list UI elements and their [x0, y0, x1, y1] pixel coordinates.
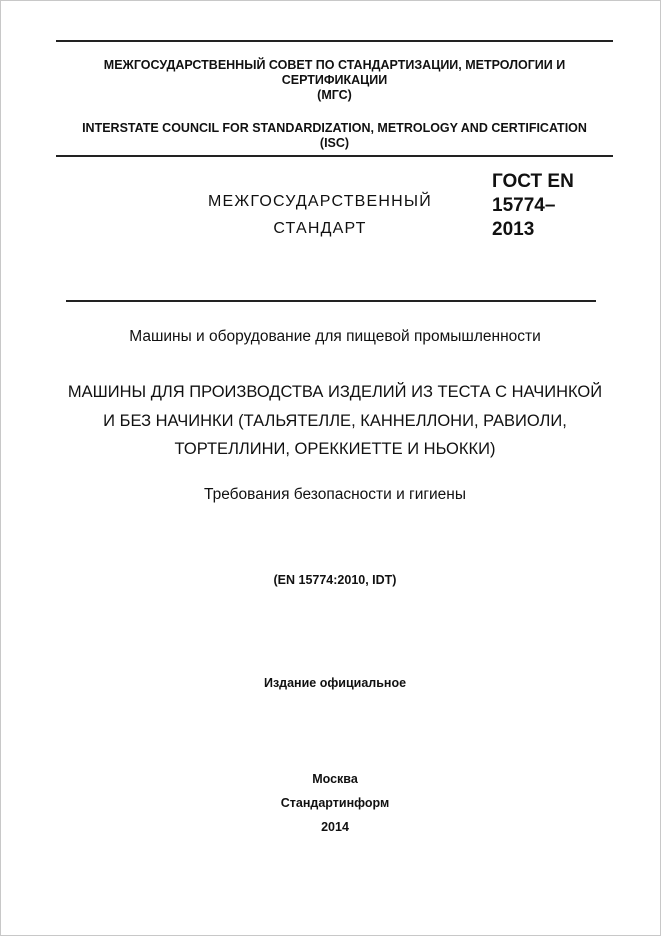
industry-field: Машины и оборудование для пищевой промышленности	[129, 328, 541, 345]
council-ru-abbreviation: (МГС)	[317, 88, 352, 102]
document-subtitle: Требования безопасности и гигиены	[204, 486, 466, 503]
title-line-1: МАШИНЫ ДЛЯ ПРОИЗВОДСТВА ИЗДЕЛИЙ ИЗ ТЕСТА С НАЧИНКОЙ	[67, 383, 603, 401]
top-rule	[56, 40, 613, 42]
equivalence-note: (EN 15774:2010, IDT)	[273, 573, 397, 587]
council-ru-line-1: МЕЖГОСУДАРСТВЕННЫЙ СОВЕТ ПО СТАНДАРТИЗАЦИИ, МЕТРОЛОГИИ И	[103, 58, 566, 72]
standard-number-line-2: 15774–	[492, 195, 556, 216]
standard-number-line-3: 2013	[492, 219, 535, 240]
council-en-line-1: INTERSTATE COUNCIL FOR STANDARDIZATION, METROLOGY AND CERTIFICATION	[82, 121, 587, 135]
council-rule	[56, 155, 613, 157]
standard-label-line-1: МЕЖГОСУДАРСТВЕННЫЙ	[208, 193, 432, 210]
edition-note: Издание официальное	[263, 676, 407, 690]
title-rule	[66, 300, 596, 302]
publisher-block	[20, 767, 650, 839]
council-ru-line-2: СЕРТИФИКАЦИИ	[281, 73, 388, 87]
publication-year: 2014	[321, 820, 349, 834]
council-name-en	[56, 121, 613, 151]
title-line-3: ТОРТЕЛЛИНИ, ОРЕККИЕТТЕ И НЬОККИ)	[174, 440, 496, 458]
title-line-2: И БЕЗ НАЧИНКИ (ТАЛЬЯТЕЛЛЕ, КАННЕЛЛОНИ, РАВИОЛИ,	[103, 411, 567, 430]
standard-label-line-2: СТАНДАРТ	[273, 220, 367, 237]
publisher-name: Стандартинформ	[280, 796, 390, 810]
council-en-abbreviation: (ISC)	[319, 136, 350, 150]
council-name-ru	[56, 58, 613, 103]
standard-number-line-1: ГОСТ EN	[492, 171, 574, 192]
standard-type-label	[190, 188, 450, 242]
publisher-city: Москва	[312, 772, 358, 786]
document-title	[20, 378, 650, 464]
standard-number	[492, 170, 602, 242]
